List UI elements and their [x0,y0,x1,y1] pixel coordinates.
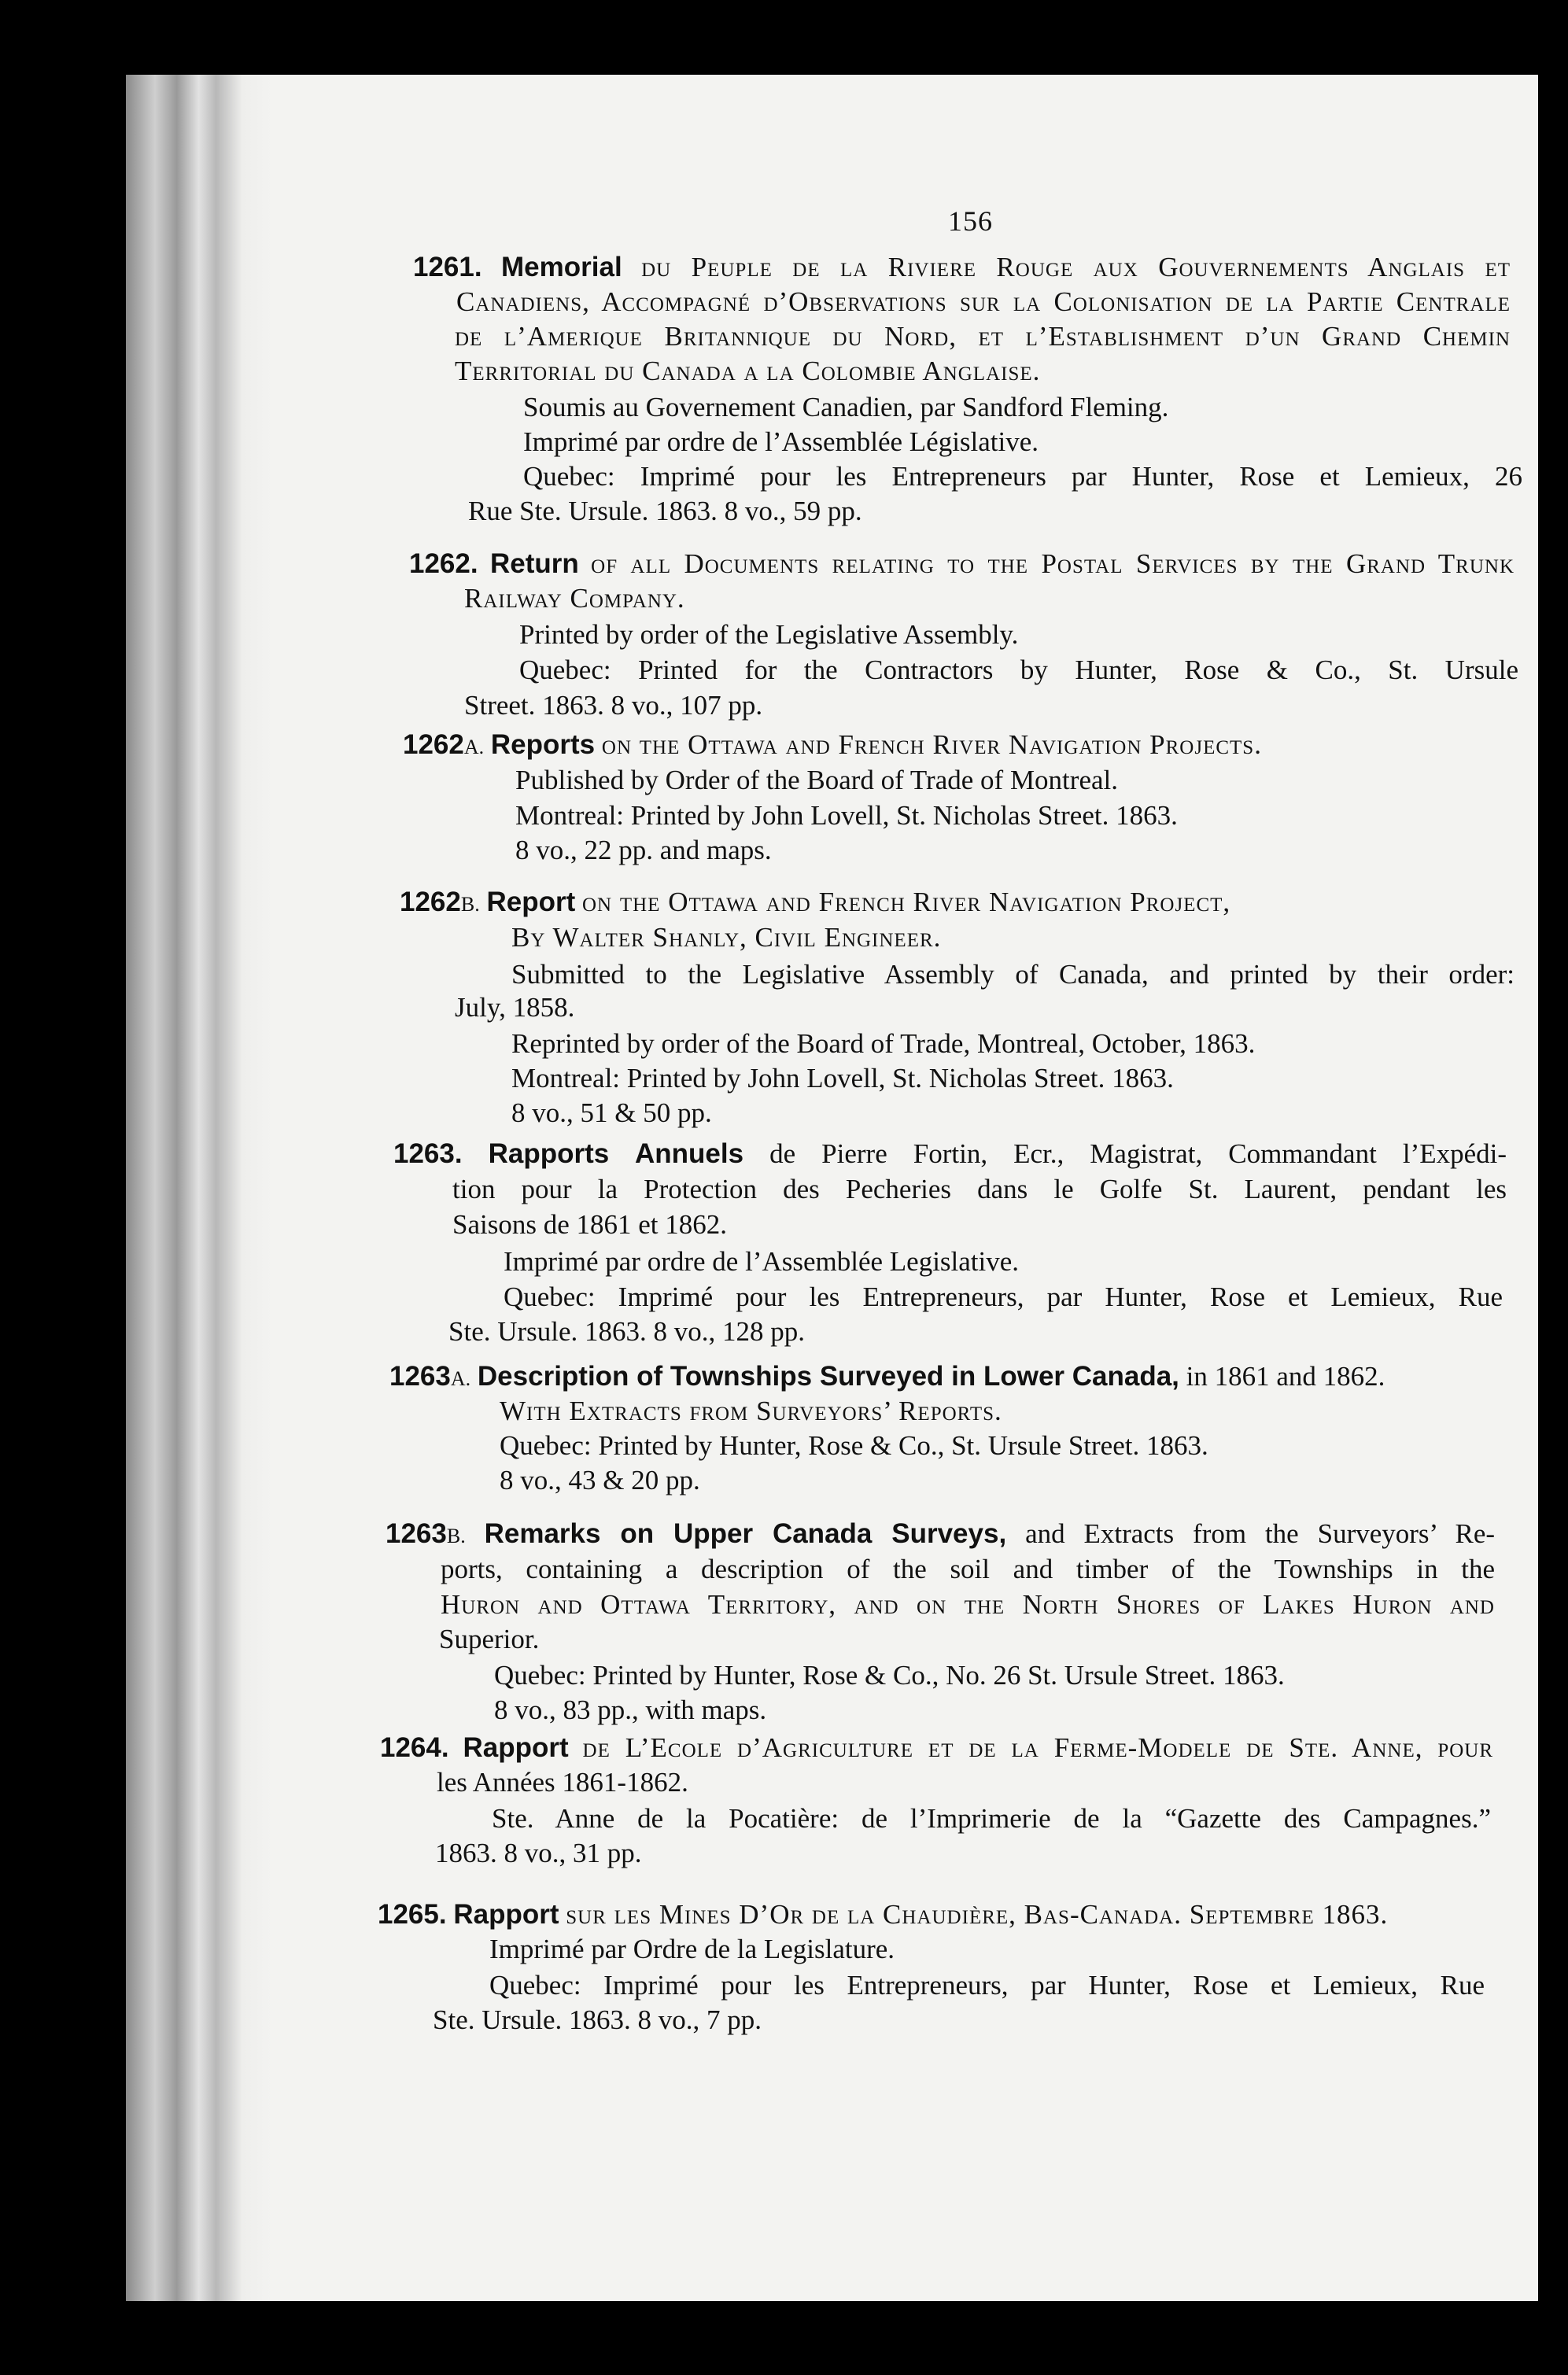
entry-line: of all Documents relating to the Postal Services by the Grand Trunk [591,548,1515,579]
entry-line: 8 vo., 83 pp., with maps. [494,1695,767,1725]
entry-line: Saisons de 1861 et 1862. [452,1209,728,1240]
entry-line: 8 vo., 43 & 20 pp. [500,1465,700,1495]
entry-line: 8 vo., 51 & 50 pp. [511,1097,712,1128]
entry-number: 1263 [389,1361,451,1392]
entry-line: Ste. Anne de la Pocatière: de l’Imprimerie de la “Gazette des Campagnes.” [492,1803,1491,1834]
entry-line: on the Ottawa and French River Navigation Projects. [601,729,1262,760]
entry-title: Report [486,887,576,917]
entry-line: Reprinted by order of the Board of Trade, Montreal, October, 1863. [511,1028,1256,1059]
entry-suffix: A. [463,736,485,758]
entry-line: Quebec: Printed by Hunter, Rose & Co., No. 26 St. Ursule Street. 1863. [494,1660,1285,1691]
entry-line: Published by Order of the Board of Trade of Montreal. [515,765,1118,795]
entry-line: Street. 1863. 8 vo., 107 pp. [464,690,763,721]
entry-title: Remarks on Upper Canada Surveys, [484,1518,1007,1549]
entry-suffix: A. [450,1367,471,1390]
entry-line: Montreal: Printed by John Lovell, St. Nicholas Street. 1863. [511,1063,1174,1093]
entry-line: Quebec: Printed for the Contractors by Hunter, Rose & Co., St. Ursule [519,655,1518,685]
entry-number: 1263 [386,1518,447,1549]
entry-line: de L’Ecole d’Agriculture et de la Ferme-Modele de Ste. Anne, pour [582,1732,1494,1763]
entry-number: 1261 [413,252,474,282]
entry-line: de l’Amerique Britannique du Nord, et l’Establishment d’un Grand Chemin [455,321,1511,352]
entry-line: de Pierre Fortin, Ecr., Magistrat, Commandant l’Expédi- [769,1138,1507,1169]
entry-number: 1265 [378,1899,439,1930]
entry-line: Railway Company. [464,583,685,614]
entry-line: Soumis au Governement Canadien, par Sandford Fleming. [523,392,1169,422]
page-gutter-shadow [126,75,271,2301]
entry-number: 1263 [393,1138,455,1169]
entry-line: Quebec: Imprimé pour les Entrepreneurs par Hunter, Rose et Lemieux, 26 [523,461,1522,492]
entry-line: Imprimé par ordre de l’Assemblée Legislative. [504,1246,1020,1277]
entry-line: Quebec: Imprimé pour les Entrepreneurs, par Hunter, Rose et Lemieux, Rue [489,1970,1485,2001]
entry-suffix: B. [460,893,480,916]
page-number: 156 [948,205,993,237]
entry-line: By Walter Shanly, Civil Engineer. [511,922,942,953]
entry-suffix: B. [446,1525,466,1547]
entry-line: With Extracts from Surveyors’ Reports. [500,1396,1002,1426]
entry-line: Ste. Ursule. 1863. 8 vo., 7 pp. [433,2004,762,2035]
entry-title: Description of Townships Surveyed in Lower Canada, [477,1361,1179,1392]
entry-line: Rue Ste. Ursule. 1863. 8 vo., 59 pp. [468,496,862,526]
entry-line: Montreal: Printed by John Lovell, St. Nicholas Street. 1863. [515,800,1178,831]
entry-number: 1262 [400,887,461,917]
entry-line: Huron and Ottawa Territory, and on the North Shores of Lakes Huron and [441,1589,1495,1620]
entry-line: du Peuple de la Riviere Rouge aux Gouvernements Anglais et [641,252,1511,282]
entry-line: Territorial du Canada a la Colombie Anglaise. [455,356,1041,386]
entry-line: Submitted to the Legislative Assembly of Canada, and printed by their order: [511,959,1515,990]
entry-line: in 1861 and 1862. [1186,1361,1385,1392]
entry-line: les Années 1861-1862. [437,1767,688,1798]
entry-line: and Extracts from the Surveyors’ Re- [1025,1518,1496,1549]
entry-line: Quebec: Printed by Hunter, Rose & Co., St. Ursule Street. 1863. [500,1430,1208,1461]
entry-line: Printed by order of the Legislative Assembly. [519,619,1019,650]
entry-title: Rapports Annuels [488,1138,744,1169]
entry-line: 1863. 8 vo., 31 pp. [435,1838,642,1868]
entry-line: Canadiens, Accompagné d’Observations sur la Colonisation de la Partie Centrale [456,286,1511,317]
entry-line: 8 vo., 22 pp. and maps. [515,835,772,865]
entry-line: Superior. [439,1624,540,1654]
entry-number: 1262 [403,729,464,760]
entry-title: Reports [490,729,596,760]
entry-line: ports, containing a description of the soil and timber of the Townships in the [441,1554,1495,1584]
entry-title: Memorial [501,252,622,282]
entry-title: Rapport [453,1899,559,1930]
entry-line: July, 1858. [455,992,575,1023]
entry-line: on the Ottawa and French River Navigation Project, [582,887,1231,917]
entry-line: sur les Mines D’Or de la Chaudière, Bas-Canada. Septembre 1863. [566,1899,1389,1930]
entry-line: tion pour la Protection des Pecheries dans le Golfe St. Laurent, pendant les [452,1174,1507,1204]
entry-line: Ste. Ursule. 1863. 8 vo., 128 pp. [448,1316,806,1347]
entry-number: 1264 [380,1732,441,1763]
entry-title: Return [490,548,579,579]
entry-line: Imprimé par ordre de l’Assemblée Législative. [523,426,1039,457]
entry-line: Imprimé par Ordre de la Legislature. [489,1934,895,1964]
entry-number: 1262 [409,548,470,579]
entry-title: Rapport [463,1732,569,1763]
entry-line: Quebec: Imprimé pour les Entrepreneurs, par Hunter, Rose et Lemieux, Rue [504,1282,1503,1312]
